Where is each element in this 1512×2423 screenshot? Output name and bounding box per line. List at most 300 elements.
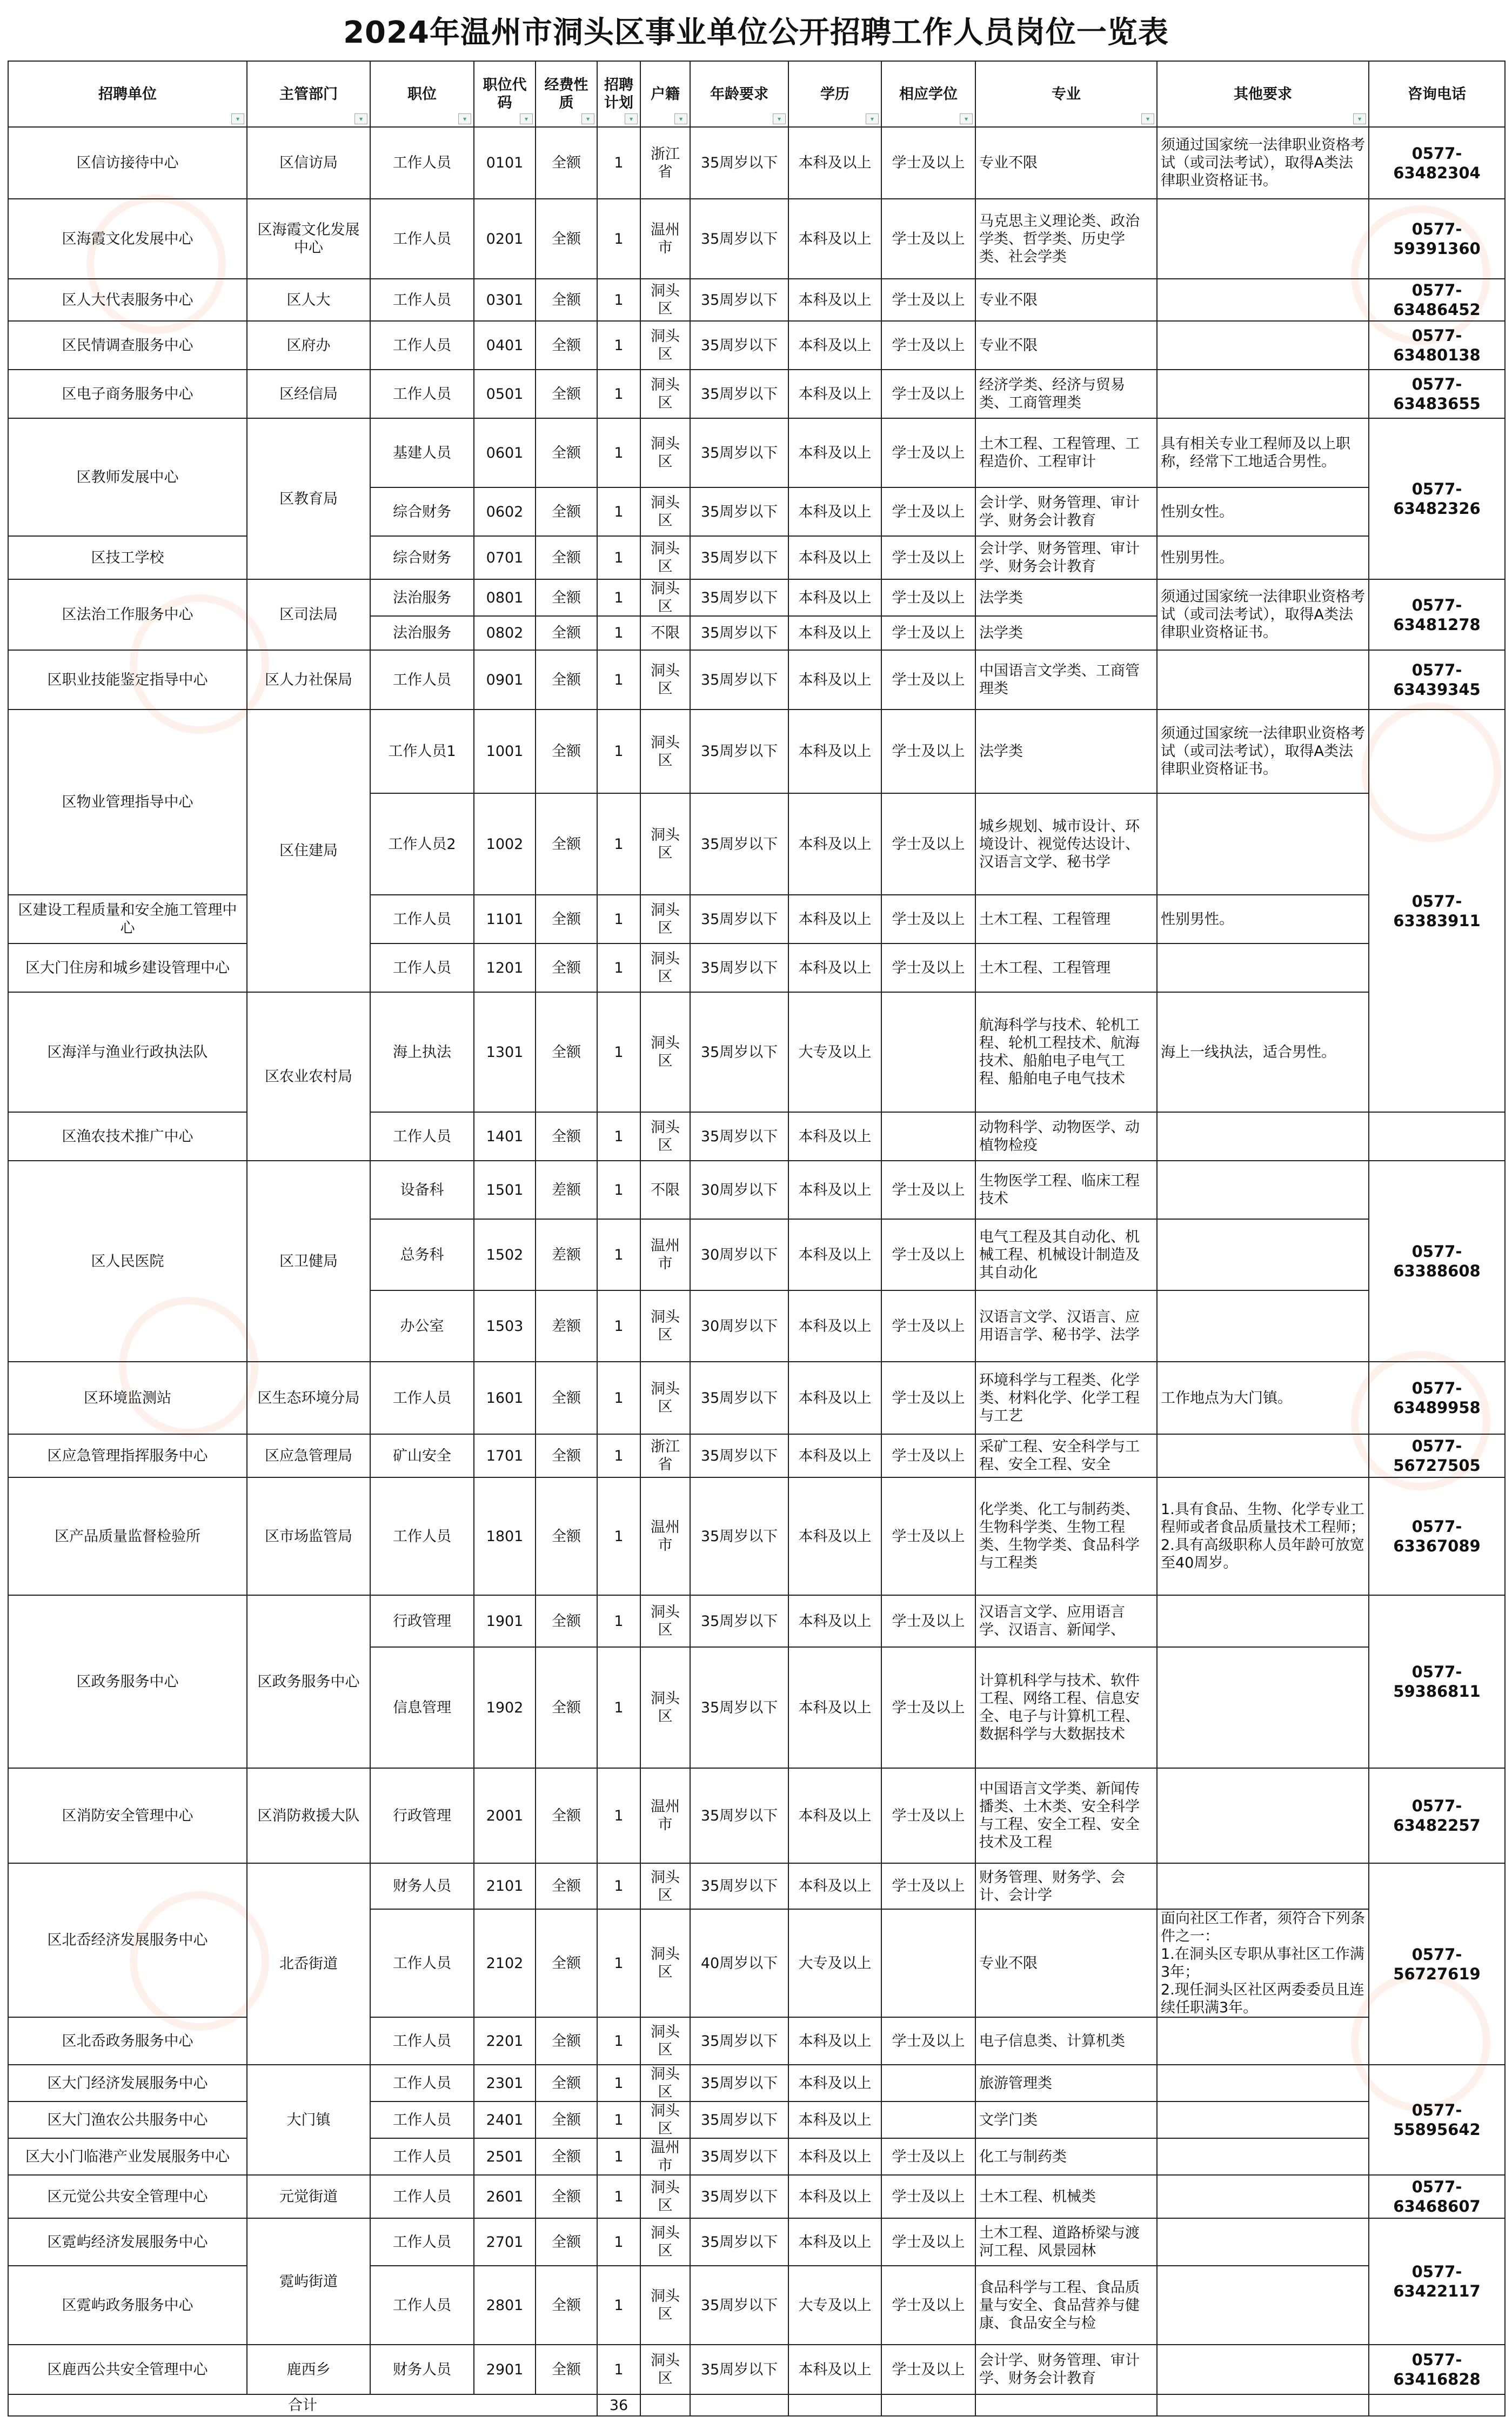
total-row (8, 2394, 1505, 2416)
other-requirements-cell (1157, 321, 1369, 370)
fund-cell: 全额 (536, 1647, 597, 1768)
code-cell: 0602 (474, 487, 536, 536)
recruitment-table (8, 61, 1506, 2417)
unit-cell: 区物业管理指导中心 (8, 710, 247, 895)
unit-cell: 区海洋与渔业行政执法队 (8, 992, 247, 1112)
other-requirements-cell (1157, 1290, 1369, 1362)
major-cell: 汉语言文学、应用语言学、汉语言、新闻学、 (975, 1595, 1157, 1647)
header-cell[interactable]: 咨询电话 (1369, 61, 1505, 127)
education-cell: 本科及以上 (788, 2101, 881, 2138)
age-cell: 35周岁以下 (690, 992, 788, 1112)
code-cell: 1901 (474, 1595, 536, 1647)
other-requirements-cell (1157, 1161, 1369, 1219)
table-row (8, 370, 1505, 418)
code-cell: 2101 (474, 1863, 536, 1909)
header-cell[interactable]: 相应学位 ▾ (881, 61, 975, 127)
code-cell: 2001 (474, 1768, 536, 1863)
empty-cell (975, 2394, 1157, 2416)
code-cell: 0501 (474, 370, 536, 418)
age-cell: 35周岁以下 (690, 2266, 788, 2345)
degree-cell: 学士及以上 (881, 1647, 975, 1768)
hukou-cell: 温州市 (640, 1219, 690, 1290)
degree-cell: 学士及以上 (881, 579, 975, 616)
position-cell: 工作人员 (370, 1112, 474, 1161)
degree-cell: 学士及以上 (881, 2175, 975, 2218)
education-cell: 本科及以上 (788, 1112, 881, 1161)
unit-cell: 区霓屿政务服务中心 (8, 2266, 247, 2345)
degree-cell: 学士及以上 (881, 199, 975, 279)
table-row (8, 650, 1505, 710)
fund-cell: 全额 (536, 710, 597, 793)
age-cell: 35周岁以下 (690, 2345, 788, 2394)
plan-cell: 1 (597, 321, 640, 370)
header-cell[interactable]: 专业 ▾ (975, 61, 1157, 127)
age-cell: 35周岁以下 (690, 616, 788, 650)
age-cell: 35周岁以下 (690, 127, 788, 199)
fund-cell: 全额 (536, 2065, 597, 2101)
education-cell: 本科及以上 (788, 1219, 881, 1290)
code-cell: 2201 (474, 2017, 536, 2065)
other-requirements-cell: 海上一线执法，适合男性。 (1157, 992, 1369, 1112)
table-row (8, 2101, 1505, 2138)
education-cell: 本科及以上 (788, 370, 881, 418)
header-cell[interactable]: 招聘计划 ▾ (597, 61, 640, 127)
other-requirements-cell: 性别女性。 (1157, 487, 1369, 536)
header-cell[interactable]: 学历 ▾ (788, 61, 881, 127)
code-cell: 2901 (474, 2345, 536, 2394)
page-title: 2024年温州市洞头区事业单位公开招聘工作人员岗位一览表 (343, 15, 1169, 50)
hukou-cell: 洞头区 (640, 2017, 690, 2065)
major-cell: 专业不限 (975, 279, 1157, 321)
code-cell: 0701 (474, 536, 536, 579)
filter-dropdown-icon[interactable]: ▾ (960, 113, 973, 124)
filter-dropdown-icon[interactable]: ▾ (866, 113, 879, 124)
code-cell: 0802 (474, 616, 536, 650)
education-cell: 本科及以上 (788, 2017, 881, 2065)
hukou-cell: 洞头区 (640, 2065, 690, 2101)
plan-cell: 1 (597, 1161, 640, 1219)
plan-cell: 1 (597, 1863, 640, 1909)
degree-cell: 学士及以上 (881, 1161, 975, 1219)
major-cell: 化工与制药类 (975, 2138, 1157, 2175)
degree-cell (881, 1112, 975, 1161)
major-cell: 文学门类 (975, 2101, 1157, 2138)
plan-cell: 1 (597, 650, 640, 710)
dept-cell: 区教育局 (247, 418, 370, 579)
education-cell: 本科及以上 (788, 1477, 881, 1595)
phone-cell: 0577-63486452 (1369, 279, 1505, 321)
other-requirements-cell: 性别男性。 (1157, 895, 1369, 943)
degree-cell: 学士及以上 (881, 710, 975, 793)
filter-dropdown-icon[interactable]: ▾ (674, 113, 687, 124)
phone-cell: 0577-55895642 (1369, 2065, 1505, 2175)
hukou-cell: 洞头区 (640, 279, 690, 321)
plan-cell: 1 (597, 1768, 640, 1863)
table-row (8, 2138, 1505, 2175)
age-cell: 35周岁以下 (690, 793, 788, 895)
plan-cell: 1 (597, 710, 640, 793)
plan-cell: 1 (597, 1219, 640, 1290)
header-cell[interactable]: 主管部门 ▾ (247, 61, 370, 127)
fund-cell: 全额 (536, 127, 597, 199)
age-cell: 35周岁以下 (690, 2138, 788, 2175)
major-cell: 法学类 (975, 616, 1157, 650)
code-cell: 1601 (474, 1362, 536, 1434)
unit-cell: 区职业技能鉴定指导中心 (8, 650, 247, 710)
other-requirements-cell: 须通过国家统一法律职业资格考试（或司法考试），取得A类法律职业资格证书。 (1157, 710, 1369, 793)
education-cell: 本科及以上 (788, 650, 881, 710)
hukou-cell: 洞头区 (640, 1647, 690, 1768)
position-cell: 工作人员 (370, 1362, 474, 1434)
code-cell: 1301 (474, 992, 536, 1112)
other-requirements-cell: 1.具有食品、生物、化学专业工程师或者食品质量技术工程师； 2.具有高级职称人员年龄可放宽至40周岁。 (1157, 1477, 1369, 1595)
unit-cell: 区大门经济发展服务中心 (8, 2065, 247, 2101)
header-cell[interactable]: 经费性质 ▾ (536, 61, 597, 127)
header-cell[interactable]: 招聘单位 ▾ (8, 61, 247, 127)
unit-cell: 区大小门临港产业发展服务中心 (8, 2138, 247, 2175)
table-row (8, 1768, 1505, 1863)
major-cell: 土木工程、机械类 (975, 2175, 1157, 2218)
plan-cell: 1 (597, 943, 640, 992)
other-requirements-cell (1157, 650, 1369, 710)
other-requirements-cell (1157, 2065, 1369, 2101)
other-requirements-cell (1157, 2017, 1369, 2065)
other-requirements-cell (1157, 2266, 1369, 2345)
filter-dropdown-icon[interactable]: ▾ (581, 113, 594, 124)
filter-dropdown-icon[interactable]: ▾ (1353, 113, 1366, 124)
fund-cell: 全额 (536, 2218, 597, 2266)
hukou-cell: 浙江省 (640, 127, 690, 199)
position-cell: 工作人员 (370, 2138, 474, 2175)
degree-cell: 学士及以上 (881, 487, 975, 536)
empty-cell (1369, 2394, 1505, 2416)
other-requirements-cell: 须通过国家统一法律职业资格考试（或司法考试），取得A类法律职业资格证书。 (1157, 579, 1369, 650)
fund-cell: 全额 (536, 579, 597, 616)
plan-cell: 1 (597, 1477, 640, 1595)
code-cell: 0601 (474, 418, 536, 487)
filter-dropdown-icon[interactable]: ▾ (458, 113, 471, 124)
fund-cell: 全额 (536, 1863, 597, 1909)
header-cell[interactable]: 职位 ▾ (370, 61, 474, 127)
hukou-cell: 洞头区 (640, 895, 690, 943)
code-cell: 1502 (474, 1219, 536, 1290)
degree-cell: 学士及以上 (881, 536, 975, 579)
unit-cell: 区北岙政务服务中心 (8, 2017, 247, 2065)
position-cell: 行政管理 (370, 1595, 474, 1647)
code-cell: 1001 (474, 710, 536, 793)
empty-cell (1157, 2394, 1369, 2416)
major-cell: 会计学、财务管理、审计学、财务会计教育 (975, 536, 1157, 579)
age-cell: 35周岁以下 (690, 2101, 788, 2138)
position-cell: 工作人员 (370, 199, 474, 279)
degree-cell: 学士及以上 (881, 793, 975, 895)
position-cell: 矿山安全 (370, 1434, 474, 1477)
degree-cell: 学士及以上 (881, 370, 975, 418)
major-cell: 生物医学工程、临床工程技术 (975, 1161, 1157, 1219)
header-cell[interactable]: 其他要求 ▾ (1157, 61, 1369, 127)
position-cell: 工作人员 (370, 1477, 474, 1595)
unit-cell: 区应急管理指挥服务中心 (8, 1434, 247, 1477)
major-cell: 动物科学、动物医学、动植物检疫 (975, 1112, 1157, 1161)
major-cell: 汉语言文学、汉语言、应用语言学、秘书学、法学 (975, 1290, 1157, 1362)
plan-cell: 1 (597, 2065, 640, 2101)
age-cell: 35周岁以下 (690, 943, 788, 992)
fund-cell: 全额 (536, 2345, 597, 2394)
plan-cell: 1 (597, 895, 640, 943)
table-body (8, 127, 1505, 2416)
code-cell: 1902 (474, 1647, 536, 1768)
age-cell: 35周岁以下 (690, 321, 788, 370)
other-requirements-cell (1157, 1219, 1369, 1290)
major-cell: 经济学类、经济与贸易类、工商管理类 (975, 370, 1157, 418)
table-row (8, 127, 1505, 199)
plan-cell: 1 (597, 992, 640, 1112)
dept-cell: 区司法局 (247, 579, 370, 650)
table-row (8, 1863, 1505, 1909)
major-cell: 专业不限 (975, 321, 1157, 370)
filter-dropdown-icon[interactable]: ▾ (1141, 113, 1154, 124)
unit-cell: 区建设工程质量和安全施工管理中心 (8, 895, 247, 943)
phone-cell: 0577-63422117 (1369, 2218, 1505, 2345)
fund-cell: 全额 (536, 895, 597, 943)
education-cell: 本科及以上 (788, 536, 881, 579)
dept-cell: 大门镇 (247, 2065, 370, 2175)
hukou-cell: 洞头区 (640, 2345, 690, 2394)
major-cell: 法学类 (975, 710, 1157, 793)
unit-cell: 区鹿西公共安全管理中心 (8, 2345, 247, 2394)
education-cell: 本科及以上 (788, 579, 881, 616)
age-cell: 40周岁以下 (690, 1909, 788, 2017)
education-cell: 本科及以上 (788, 1362, 881, 1434)
plan-cell: 1 (597, 418, 640, 487)
plan-cell: 1 (597, 1290, 640, 1362)
major-cell: 会计学、财务管理、审计学、财务会计教育 (975, 2345, 1157, 2394)
phone-cell: 0577-63480138 (1369, 321, 1505, 370)
code-cell: 2301 (474, 2065, 536, 2101)
hukou-cell: 洞头区 (640, 710, 690, 793)
code-cell: 0201 (474, 199, 536, 279)
code-cell: 2102 (474, 1909, 536, 2017)
education-cell: 本科及以上 (788, 2138, 881, 2175)
age-cell: 35周岁以下 (690, 1595, 788, 1647)
education-cell: 本科及以上 (788, 2345, 881, 2394)
filter-dropdown-icon[interactable]: ▾ (520, 113, 533, 124)
education-cell: 本科及以上 (788, 487, 881, 536)
plan-cell: 1 (597, 2017, 640, 2065)
other-requirements-cell: 面向社区工作者，须符合下列条件之一： 1.在洞头区专职从事社区工作满3年； 2.现任洞头区社区两委委员且连续任职满3年。 (1157, 1909, 1369, 2017)
plan-cell: 1 (597, 2218, 640, 2266)
hukou-cell: 洞头区 (640, 2218, 690, 2266)
table-row (8, 2345, 1505, 2394)
plan-cell: 1 (597, 793, 640, 895)
degree-cell: 学士及以上 (881, 1434, 975, 1477)
code-cell: 1701 (474, 1434, 536, 1477)
position-cell: 工作人员 (370, 2175, 474, 2218)
header-cell[interactable]: 年龄要求 ▾ (690, 61, 788, 127)
hukou-cell: 洞头区 (640, 418, 690, 487)
plan-cell: 1 (597, 2175, 640, 2218)
phone-cell: 0577-63483655 (1369, 370, 1505, 418)
degree-cell: 学士及以上 (881, 1595, 975, 1647)
other-requirements-cell (1157, 1595, 1369, 1647)
dept-cell: 区应急管理局 (247, 1434, 370, 1477)
unit-cell: 区技工学校 (8, 536, 247, 579)
code-cell: 0801 (474, 579, 536, 616)
code-cell: 1201 (474, 943, 536, 992)
position-cell: 财务人员 (370, 2345, 474, 2394)
other-requirements-cell (1157, 2345, 1369, 2394)
code-cell: 1002 (474, 793, 536, 895)
position-cell: 工作人员 (370, 943, 474, 992)
fund-cell: 全额 (536, 2138, 597, 2175)
phone-cell: 0577-63416828 (1369, 2345, 1505, 2394)
header-cell[interactable]: 职位代码 ▾ (474, 61, 536, 127)
dept-cell: 区信访局 (247, 127, 370, 199)
header-cell[interactable]: 户籍 ▾ (640, 61, 690, 127)
degree-cell: 学士及以上 (881, 1863, 975, 1909)
hukou-cell: 洞头区 (640, 650, 690, 710)
education-cell: 本科及以上 (788, 943, 881, 992)
table-row (8, 579, 1505, 616)
filter-dropdown-icon[interactable]: ▾ (625, 113, 638, 124)
position-cell: 工作人员 (370, 2017, 474, 2065)
header-row (8, 61, 1505, 127)
position-cell: 工作人员 (370, 2266, 474, 2345)
position-cell: 工作人员 (370, 1909, 474, 2017)
hukou-cell: 洞头区 (640, 1909, 690, 2017)
code-cell: 2701 (474, 2218, 536, 2266)
other-requirements-cell: 须通过国家统一法律职业资格考试（或司法考试），取得A类法律职业资格证书。 (1157, 127, 1369, 199)
age-cell: 35周岁以下 (690, 199, 788, 279)
education-cell: 本科及以上 (788, 1434, 881, 1477)
dept-cell: 区海霞文化发展中心 (247, 199, 370, 279)
age-cell: 35周岁以下 (690, 710, 788, 793)
dept-cell: 区人力社保局 (247, 650, 370, 710)
hukou-cell: 洞头区 (640, 1362, 690, 1434)
filter-dropdown-icon[interactable]: ▾ (354, 113, 367, 124)
other-requirements-cell: 具有相关专业工程师及以上职称，经常下工地适合男性。 (1157, 418, 1369, 487)
hukou-cell: 洞头区 (640, 992, 690, 1112)
dept-cell: 区人大 (247, 279, 370, 321)
fund-cell: 全额 (536, 1909, 597, 2017)
unit-cell: 区海霞文化发展中心 (8, 199, 247, 279)
plan-cell: 1 (597, 1595, 640, 1647)
age-cell: 35周岁以下 (690, 650, 788, 710)
age-cell: 35周岁以下 (690, 370, 788, 418)
fund-cell: 差额 (536, 1161, 597, 1219)
dept-cell: 区市场监管局 (247, 1477, 370, 1595)
other-requirements-cell (1157, 2218, 1369, 2266)
position-cell: 法治服务 (370, 616, 474, 650)
phone-cell: 0577-63367089 (1369, 1477, 1505, 1595)
degree-cell: 学士及以上 (881, 650, 975, 710)
filter-dropdown-icon[interactable]: ▾ (231, 113, 244, 124)
degree-cell: 学士及以上 (881, 943, 975, 992)
degree-cell: 学士及以上 (881, 2218, 975, 2266)
fund-cell: 全额 (536, 279, 597, 321)
fund-cell: 全额 (536, 2101, 597, 2138)
dept-cell: 区生态环境分局 (247, 1362, 370, 1434)
hukou-cell: 洞头区 (640, 536, 690, 579)
other-requirements-cell (1157, 370, 1369, 418)
fund-cell: 全额 (536, 2017, 597, 2065)
hukou-cell: 温州市 (640, 1477, 690, 1595)
fund-cell: 全额 (536, 943, 597, 992)
fund-cell: 差额 (536, 1219, 597, 1290)
education-cell: 本科及以上 (788, 2065, 881, 2101)
dept-cell: 元觉街道 (247, 2175, 370, 2218)
fund-cell: 差额 (536, 1290, 597, 1362)
age-cell: 35周岁以下 (690, 2218, 788, 2266)
total-count: 36 (597, 2394, 640, 2416)
education-cell: 本科及以上 (788, 418, 881, 487)
fund-cell: 全额 (536, 418, 597, 487)
dept-cell: 区消防救援大队 (247, 1768, 370, 1863)
other-requirements-cell (1157, 793, 1369, 895)
age-cell: 35周岁以下 (690, 1863, 788, 1909)
major-cell: 财务管理、财务学、会计、会计学 (975, 1863, 1157, 1909)
code-cell: 2601 (474, 2175, 536, 2218)
education-cell: 大专及以上 (788, 1909, 881, 2017)
age-cell: 30周岁以下 (690, 1161, 788, 1219)
fund-cell: 全额 (536, 536, 597, 579)
phone-cell: 0577-59391360 (1369, 199, 1505, 279)
phone-cell: 0577-56727505 (1369, 1434, 1505, 1477)
education-cell: 大专及以上 (788, 992, 881, 1112)
plan-cell: 1 (597, 199, 640, 279)
other-requirements-cell (1157, 2101, 1369, 2138)
phone-cell: 0577-63388608 (1369, 1161, 1505, 1362)
code-cell: 2401 (474, 2101, 536, 2138)
other-requirements-cell (1157, 2175, 1369, 2218)
phone-cell: 0577-59386811 (1369, 1595, 1505, 1768)
major-cell: 会计学、财务管理、审计学、财务会计教育 (975, 487, 1157, 536)
filter-dropdown-icon[interactable]: ▾ (773, 113, 786, 124)
table-row (8, 1595, 1505, 1647)
fund-cell: 全额 (536, 1362, 597, 1434)
major-cell: 采矿工程、安全科学与工程、安全工程、安全 (975, 1434, 1157, 1477)
degree-cell (881, 2065, 975, 2101)
unit-cell: 区教师发展中心 (8, 418, 247, 536)
age-cell: 35周岁以下 (690, 418, 788, 487)
age-cell: 35周岁以下 (690, 1768, 788, 1863)
age-cell: 35周岁以下 (690, 279, 788, 321)
degree-cell: 学士及以上 (881, 616, 975, 650)
major-cell: 旅游管理类 (975, 2065, 1157, 2101)
major-cell: 土木工程、工程管理 (975, 895, 1157, 943)
fund-cell: 全额 (536, 1477, 597, 1595)
position-cell: 法治服务 (370, 579, 474, 616)
plan-cell: 1 (597, 127, 640, 199)
position-cell: 设备科 (370, 1161, 474, 1219)
education-cell: 本科及以上 (788, 1595, 881, 1647)
education-cell: 本科及以上 (788, 1768, 881, 1863)
major-cell: 计算机科学与技术、软件工程、网络工程、信息安全、电子与计算机工程、数据科学与大数据技术 (975, 1647, 1157, 1768)
position-cell: 工作人员 (370, 895, 474, 943)
empty-cell (640, 2394, 690, 2416)
degree-cell: 学士及以上 (881, 418, 975, 487)
major-cell: 土木工程、工程管理、工程造价、工程审计 (975, 418, 1157, 487)
hukou-cell: 洞头区 (640, 579, 690, 616)
unit-cell: 区人民医院 (8, 1161, 247, 1362)
plan-cell: 1 (597, 616, 640, 650)
phone-cell: 0577-63439345 (1369, 650, 1505, 710)
plan-cell: 1 (597, 1434, 640, 1477)
unit-cell: 区渔农技术推广中心 (8, 1112, 247, 1161)
hukou-cell: 洞头区 (640, 2101, 690, 2138)
age-cell: 35周岁以下 (690, 579, 788, 616)
other-requirements-cell (1157, 279, 1369, 321)
